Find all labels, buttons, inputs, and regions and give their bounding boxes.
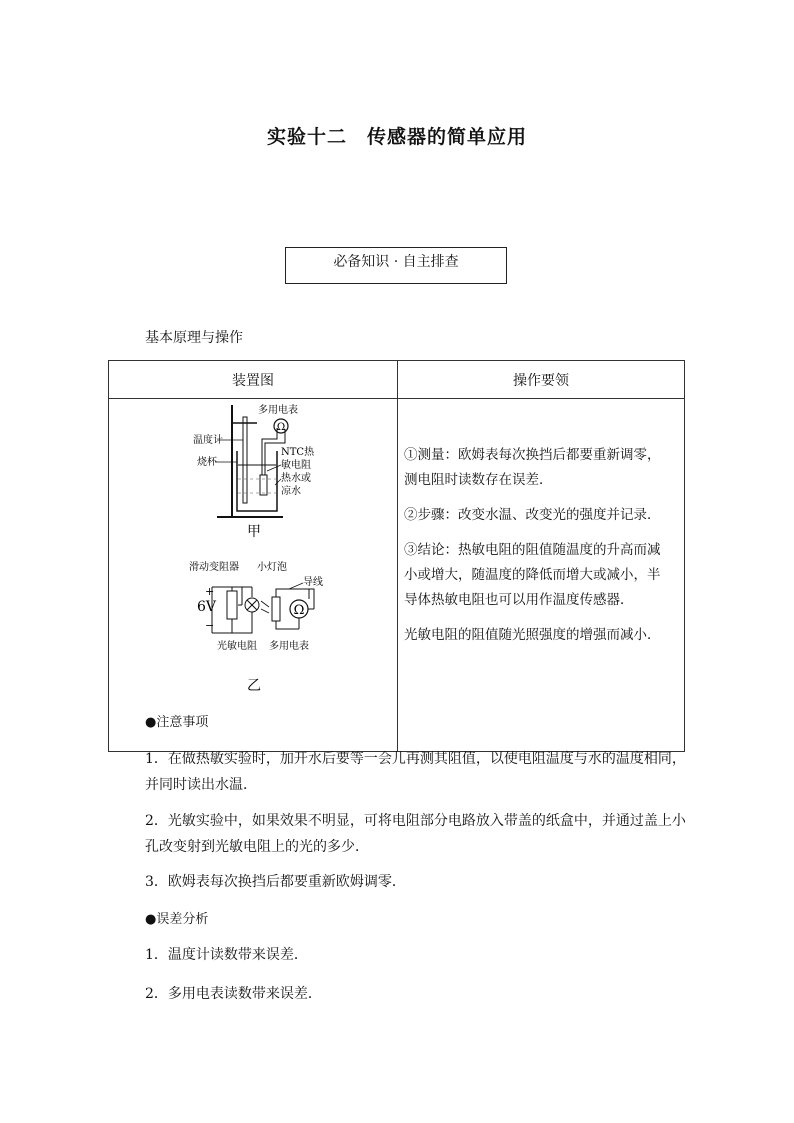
label-ntc1: NTC热 (281, 447, 315, 458)
section-heading: 基本原理与操作 (145, 330, 243, 346)
figure-jia (109, 399, 397, 559)
label-ntc2: 敏电阻 (281, 460, 311, 471)
label-meter-yi: 多用电表 (269, 641, 309, 652)
errors-heading: ●误差分析 (145, 912, 209, 927)
op-steps: ②步骤：改变水温、改变光的强度并记录． (404, 507, 661, 523)
label-thermometer: 温度计 (193, 435, 223, 446)
col-header-diagram: 装置图 (109, 361, 398, 399)
figure-label-yi: 乙 (247, 678, 261, 694)
error-1: 1．温度计读数带来误差． (145, 947, 308, 963)
label-bulb: 小灯泡 (257, 562, 287, 573)
col-header-operation: 操作要领 (398, 361, 685, 399)
battery-minus: − (205, 619, 215, 632)
error-2: 2．多用电表读数带来误差． (145, 986, 322, 1002)
label-water2: 凉水 (281, 486, 301, 497)
diagram-cell (109, 399, 398, 752)
label-meter-jia: 多用电表 (258, 405, 298, 416)
figure-label-jia: 甲 (247, 524, 261, 540)
operation-cell (398, 399, 685, 752)
section-box-title: 必备知识 · 自主排查 (285, 247, 507, 284)
op-measure: ①测量：欧姆表每次换挡后都要重新调零，测电阻时读数存在误差． (404, 447, 661, 488)
principle-table (108, 360, 685, 752)
label-beaker: 烧杯 (197, 457, 217, 468)
label-ldr: 光敏电阻 (217, 641, 257, 652)
note-2: 2．光敏实验中，如果效果不明显，可将电阻部分电路放入带盖的纸盒中，并通过盖上小孔改变射到光敏电阻上的光的多少． (145, 813, 686, 855)
page-title: 实验十二 传感器的简单应用 (266, 126, 527, 148)
op-conclusion: ③结论：热敏电阻的阻值随温度的升高而减小或增大，随温度的降低而增大或减小，半导体热敏电阻也可以用作温度传感器． (404, 542, 661, 608)
battery-voltage: 6V (197, 599, 217, 615)
notes-heading: ●注意事项 (145, 715, 209, 730)
label-water1: 热水或 (281, 473, 311, 484)
ohm-symbol-jia: Ω (276, 422, 286, 433)
ohm-symbol-yi: Ω (293, 603, 305, 618)
note-1: 1．在做热敏实验时，加开水后要等一会儿再测其阻值，以使电阻温度与水的温度相同，并同时读出水温． (145, 751, 686, 793)
table-row (109, 399, 685, 752)
label-rheostat: 滑动变阻器 (189, 562, 239, 573)
figure-yi (109, 557, 397, 707)
battery-plus: + (205, 585, 215, 598)
table-header-row (109, 361, 685, 399)
op-ldr: 光敏电阻的阻值随光照强度的增强而减小． (404, 627, 661, 643)
note-3: 3．欧姆表每次换挡后都要重新欧姆调零． (145, 874, 406, 890)
label-wire: 导线 (303, 577, 323, 588)
